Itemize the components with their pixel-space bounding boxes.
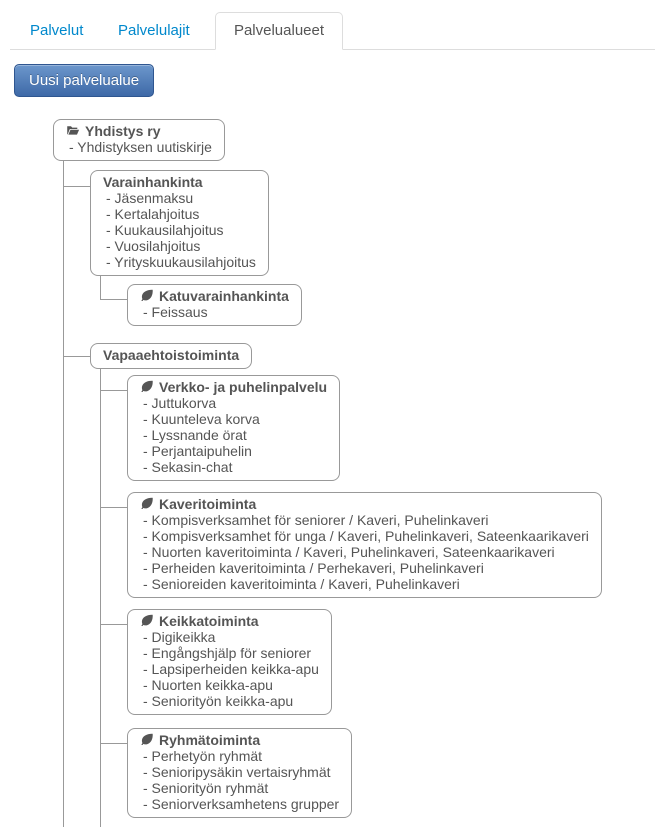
tree-node-ryhmatoiminta[interactable] — [127, 728, 352, 818]
tree-node-item: - Perhetyön ryhmät — [143, 748, 263, 764]
tree-node-item: - Kuukausilahjoitus — [106, 222, 224, 238]
tree-node-item: - Seniorverksamhetens grupper — [143, 796, 340, 812]
tree-connector — [100, 299, 127, 300]
leaf-icon — [140, 289, 154, 302]
tree-node-item: - Digikeikka — [143, 629, 216, 645]
tree-node-item: - Yhdistyksen uutiskirje — [69, 139, 212, 155]
tree-node-verkko-ja-puhelinpalvelu[interactable] — [127, 375, 340, 481]
tree-connector — [100, 507, 127, 508]
new-service-area-button[interactable]: Uusi palvelualue — [14, 64, 154, 97]
tree-node-varainhankinta[interactable] — [90, 170, 269, 276]
tree-connector — [100, 743, 127, 744]
tree-node-item: - Engångshjälp för seniorer — [143, 645, 312, 661]
leaf-icon — [140, 380, 154, 393]
tree-node-item: - Perheiden kaveritoiminta / Perhekaveri, Puhelinkaveri — [143, 560, 484, 576]
tree-node-item: - Kompisverksamhet för seniorer / Kaveri, Puhelinkaveri — [143, 512, 489, 528]
tree-node-title: Katuvarainhankinta — [140, 288, 289, 304]
tree-node-title: Varainhankinta — [103, 174, 203, 190]
tree-node-title: Ryhmätoiminta — [140, 732, 339, 748]
tree-node-title: Yhdistys ry — [66, 123, 212, 139]
tree-node-item: - Seniorityön keikka-apu — [143, 693, 294, 709]
tree-node-keikkatoiminta[interactable] — [127, 609, 332, 715]
tree-node-katuvarainhankinta[interactable] — [127, 284, 302, 326]
tree-node-item: - Senioreiden kaveritoiminta / Kaveri, Puhelinkaveri — [143, 576, 460, 592]
tree-node-root[interactable] — [53, 119, 225, 161]
tree-node-items — [140, 395, 327, 475]
tab-bar — [10, 12, 655, 50]
tree-node-vapaaehtoistoiminta[interactable] — [90, 343, 252, 369]
tree-node-items — [66, 139, 212, 155]
leaf-icon — [140, 614, 154, 627]
tree-node-item: - Kompisverksamhet för unga / Kaveri, Puhelinkaveri, Sateenkaarikaveri — [143, 528, 589, 544]
tree-node-item: - Juttukorva — [143, 395, 217, 411]
tree-node-items — [140, 748, 339, 812]
tree-node-item: - Sekasin-chat — [143, 459, 233, 475]
tree-node-title: Verkko- ja puhelinpalvelu — [140, 379, 327, 395]
tree-connector — [100, 368, 101, 827]
tree-node-item: - Kertalahjoitus — [106, 206, 200, 222]
tree-node-item: - Lapsiperheiden keikka-apu — [143, 661, 319, 677]
tab-palvelulajit[interactable]: Palvelulajit — [118, 22, 190, 39]
tree-connector — [100, 390, 127, 391]
tree-connector — [63, 356, 90, 357]
leaf-icon — [140, 733, 154, 746]
tree-node-item: - Senioripysäkin vertaisryhmät — [143, 764, 331, 780]
tree-node-title: Vapaaehtoistoiminta — [103, 347, 240, 363]
tree-connector — [100, 275, 101, 299]
tree-node-kaveritoiminta[interactable] — [127, 492, 602, 598]
tab-palvelualueet-active[interactable]: Palvelualueet — [215, 12, 343, 50]
tree-node-item: - Lyssnande örat — [143, 427, 247, 443]
tree-node-item: - Vuosilahjoitus — [106, 238, 201, 254]
tree-node-items — [103, 190, 256, 270]
tree-node-items — [140, 512, 589, 592]
tree-node-title: Kaveritoiminta — [140, 496, 589, 512]
tree-node-item: - Jäsenmaksu — [106, 190, 194, 206]
tree-node-item: - Seniorityön ryhmät — [143, 780, 269, 796]
tree-connector — [63, 186, 90, 187]
tree-node-item: - Nuorten keikka-apu — [143, 677, 273, 693]
tree-node-item: - Perjantaipuhelin — [143, 443, 252, 459]
folder-open-icon — [66, 124, 80, 137]
tree-node-items — [140, 629, 319, 709]
leaf-icon — [140, 497, 154, 510]
tree-connector — [100, 624, 127, 625]
tree-node-item: - Yrityskuukausilahjoitus — [106, 254, 256, 270]
tree-node-title: Keikkatoiminta — [140, 613, 319, 629]
tab-palvelut[interactable]: Palvelut — [30, 22, 84, 39]
tree-connector — [63, 160, 64, 827]
tree-node-item: - Feissaus — [143, 304, 208, 320]
tree-node-item: - Nuorten kaveritoiminta / Kaveri, Puhelinkaveri, Sateenkaarikaveri — [143, 544, 555, 560]
tree-node-items — [140, 304, 289, 320]
tree-node-item: - Kuunteleva korva — [143, 411, 260, 427]
